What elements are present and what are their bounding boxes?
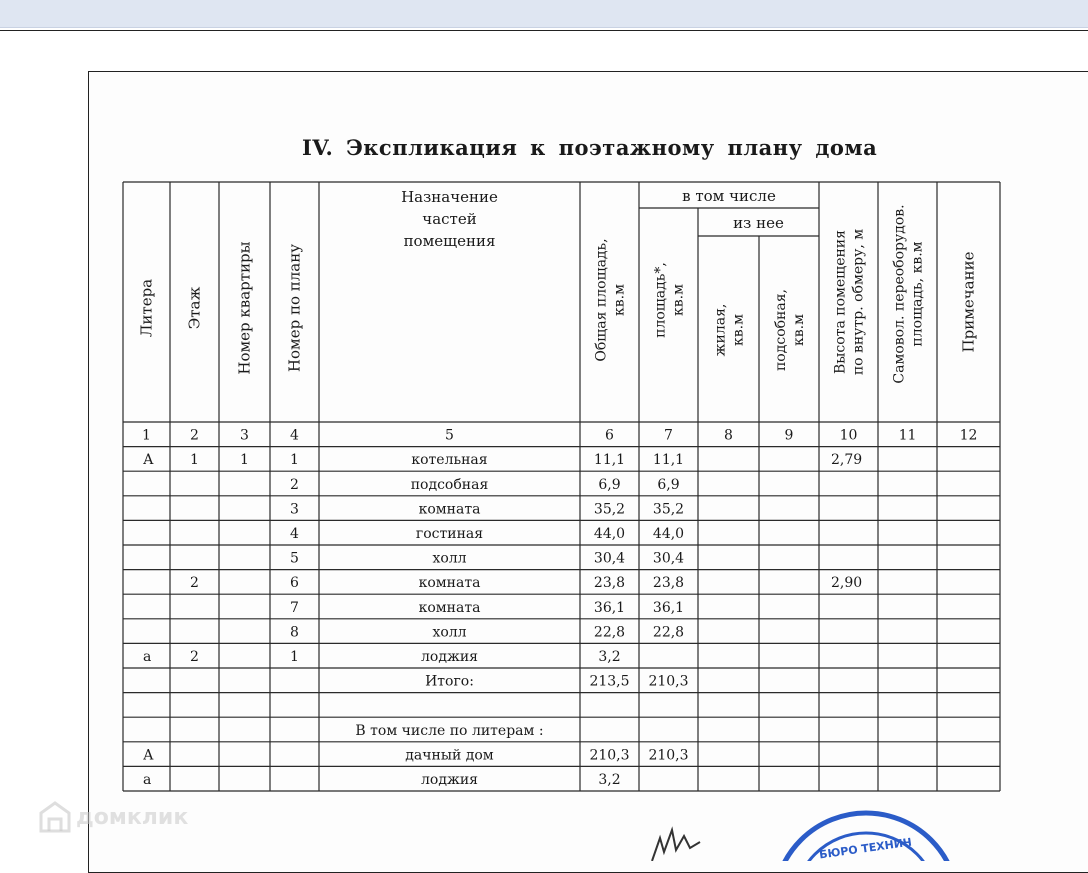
table-cell: 2 [190,575,199,592]
column-number: 8 [724,427,733,444]
header-obshaya-ploshad: Общая площадь, [593,238,610,362]
header-litera: Литера [137,278,156,338]
header-samovol: Самовол. переоборудов. [891,204,908,384]
header-zhilaya: жилая, [712,303,729,357]
header-obshaya-ploshad-unit: кв.м [611,284,628,316]
column-number: 3 [240,427,249,444]
table-cell: 1 [240,452,249,469]
table-cell: 44,0 [593,526,626,542]
domclick-watermark [38,800,188,834]
table-cell: 1 [290,649,299,665]
header-naznachenie: помещения [403,232,496,250]
table-cell: 210,3 [648,747,689,764]
table-cell: 36,1 [593,599,626,616]
header-podsobnaya: подсобная, [773,288,789,372]
header-etazh: Этаж [185,286,204,330]
table-cell: 2 [190,649,199,665]
table-cell: 2,79 [831,452,863,469]
official-stamp [774,813,958,861]
header-zhilaya-unit: кв.м [730,314,747,346]
table-cell: дачный дом [405,747,494,764]
table-cell: комната [418,501,481,518]
column-number: 1 [142,427,151,444]
header-vysota-2: по внутр. обмеру, м [850,228,867,376]
table-cell: 44,0 [652,526,685,542]
column-number: 9 [784,427,794,444]
table-cell: 213,5 [589,673,630,690]
column-number: 2 [190,427,199,444]
table-cell: лоджия [421,649,478,665]
table-cell: 2 [290,476,299,493]
table-cell: 3,2 [598,772,621,788]
header-naznachenie: частей [422,210,477,228]
header-nomer-kvartiry: Номер квартиры [235,241,254,375]
header-ploshad-unit: кв.м [670,284,687,316]
table-cell: 35,2 [652,501,685,518]
header-nomer-po-planu: Номер по плану [285,243,304,373]
table-cell: 23,8 [652,575,685,592]
column-number: 12 [959,427,978,444]
table-cell: 30,4 [652,550,685,567]
table-cell: 210,3 [589,747,630,764]
table-cell: 22,8 [652,624,685,641]
table-cell: 6,9 [598,476,621,493]
table-cell: А [143,452,154,469]
table-cell: 4 [290,526,299,542]
header-iz-nee: из нее [733,214,784,232]
table-cell: 3 [290,501,299,518]
signature-mark [652,830,700,861]
table-cell: 1 [290,452,299,469]
column-number: 5 [445,427,454,444]
document-title: IV. Экспликация к поэтажному плану дома [302,135,878,160]
table-cell: лоджия [421,772,478,788]
table-cell: холл [432,624,467,641]
table-cell: 35,2 [593,501,626,518]
header-v-tom-chisle: в том числе [682,187,776,205]
table-cell: 36,1 [652,599,685,616]
table-cell: 30,4 [593,550,626,567]
table-cell: комната [418,599,481,616]
table-cell: а [143,772,152,788]
table-cell: 22,8 [593,624,626,641]
table-cell: 11,1 [652,452,685,469]
table-cell: 23,8 [593,575,626,592]
table-cell: 210,3 [648,673,689,690]
table-cell: котельная [411,452,488,469]
table-cell: 7 [290,599,299,616]
table-cell: А [143,747,154,764]
table-cell: 6 [290,575,299,592]
column-number: 10 [839,427,858,444]
table-cell: 2,90 [831,575,863,592]
table-cell: подсобная [410,476,489,493]
watermark-text: домклик [76,804,189,830]
header-ploshad: площадь*, [652,262,669,338]
table-cell: комната [418,575,481,592]
table-cell: гостиная [415,526,484,542]
header-podsobnaya-unit: кв.м [791,314,807,346]
table-cell: а [143,649,152,665]
table-cell: 1 [190,452,199,469]
table-cell: Итого: [425,673,474,690]
header-primechanie: Примечание [959,251,978,353]
column-number: 7 [664,427,673,444]
table-cell: 3,2 [598,649,621,665]
column-number: 11 [898,427,917,444]
header-naznachenie: Назначение [401,188,498,206]
table-cell: В том числе по литерам : [355,722,544,739]
column-number: 4 [290,427,299,444]
table-cell: 6,9 [657,476,680,493]
header-samovol-2: площадь, кв.м [909,241,926,347]
table-cell: холл [432,550,467,567]
table-cell: 11,1 [593,452,626,469]
header-vysota: Высота помещения [832,230,849,374]
stamp-text: БЮРО ТЕХНИЧ [818,835,913,861]
table-cell: 5 [290,550,299,567]
column-number: 6 [605,427,614,444]
domclick-logo-icon [38,800,72,834]
table-cell: 8 [290,624,299,641]
